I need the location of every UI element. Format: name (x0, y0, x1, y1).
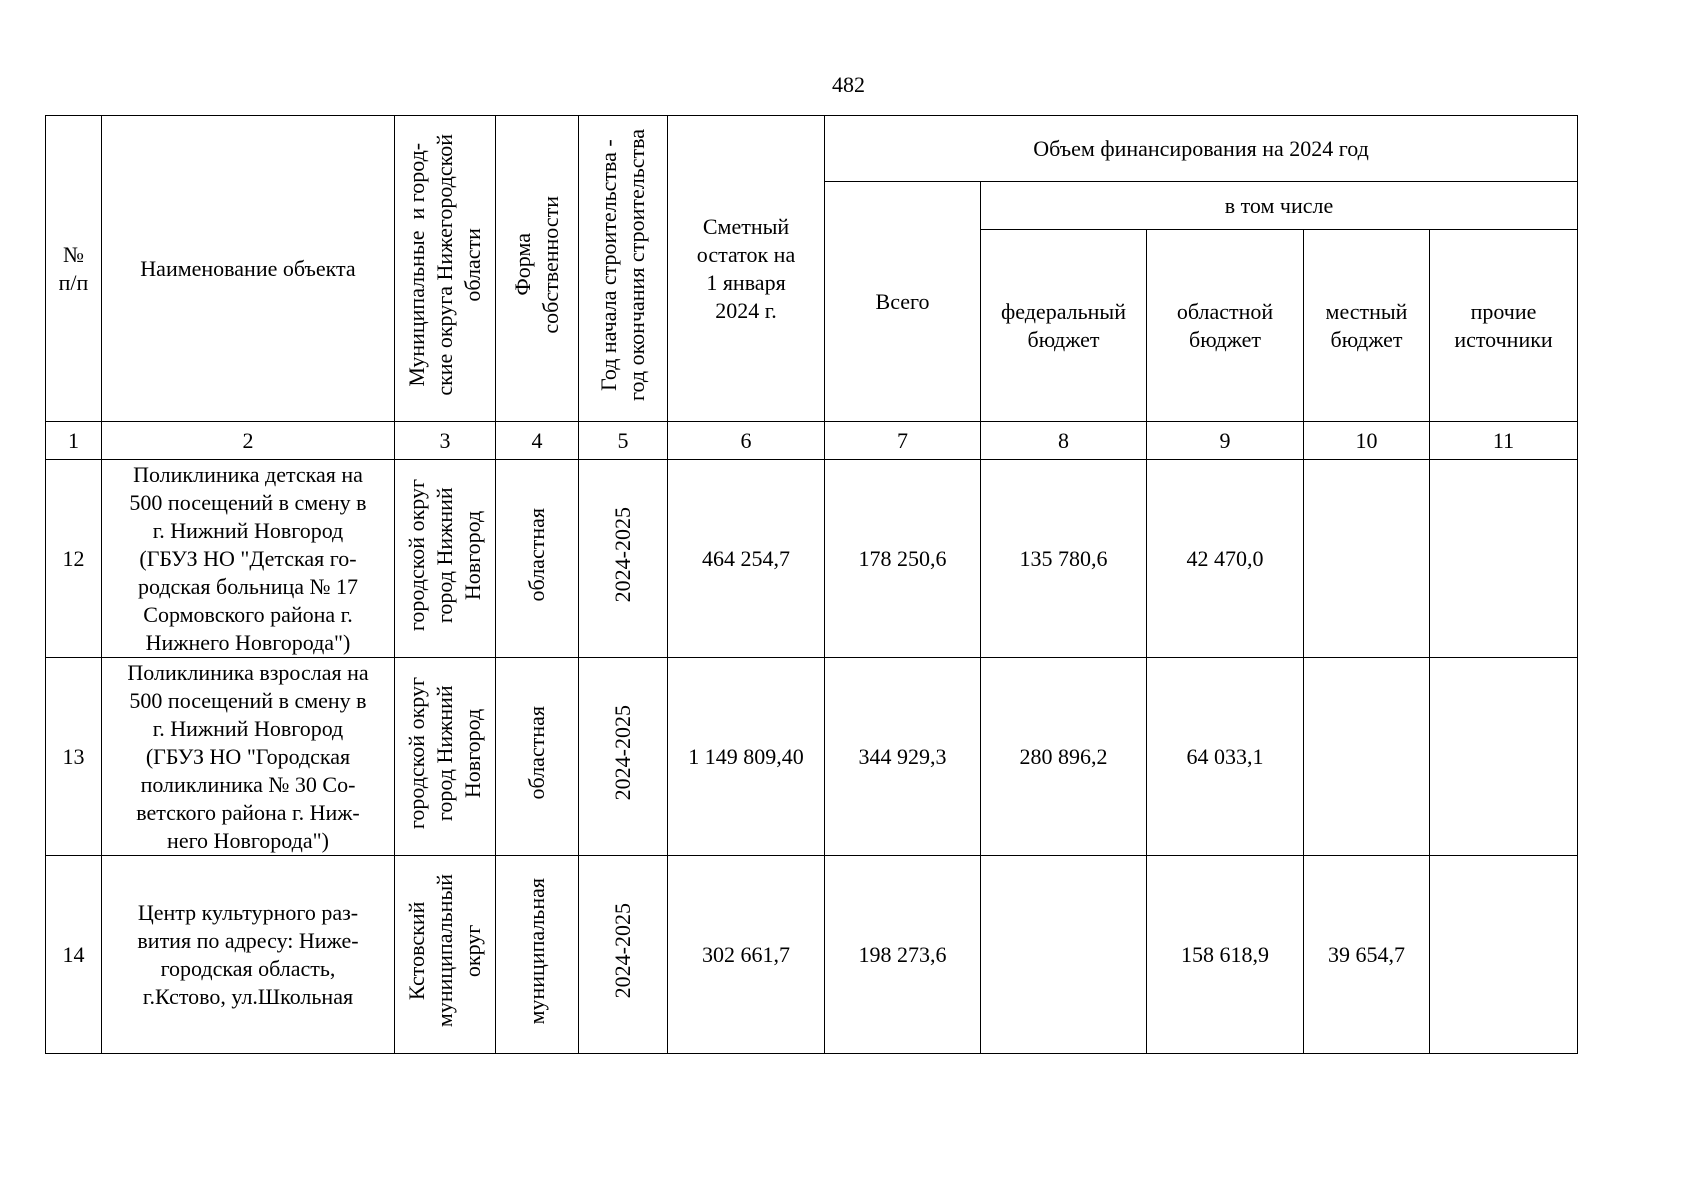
local-cell (1304, 658, 1430, 856)
ownership-cell: областная (496, 460, 579, 658)
balance-cell: 1 149 809,40 (668, 658, 825, 856)
header-ownership: Форма собственности (496, 116, 579, 422)
ownership-cell: муниципальная (496, 856, 579, 1054)
total-cell: 198 273,6 (825, 856, 981, 1054)
other-cell (1430, 856, 1578, 1054)
municipality-cell: Кстовский муниципальный округ (395, 856, 496, 1054)
balance-cell: 464 254,7 (668, 460, 825, 658)
header-including: в том числе (981, 182, 1578, 230)
local-cell (1304, 460, 1430, 658)
municipality-cell: городской округ город Нижний Новгород (395, 460, 496, 658)
regional-cell: 42 470,0 (1147, 460, 1304, 658)
table-row (46, 460, 1578, 658)
local-cell: 39 654,7 (1304, 856, 1430, 1054)
regional-cell: 158 618,9 (1147, 856, 1304, 1054)
ownership-cell: областная (496, 658, 579, 856)
header-name: Наименование объекта (102, 116, 395, 422)
header-balance: Сметный остаток на 1 января 2024 г. (668, 116, 825, 422)
row-num: 14 (46, 856, 102, 1054)
header-regional: областной бюджет (1147, 230, 1304, 422)
column-number: 7 (825, 422, 981, 460)
column-number: 2 (102, 422, 395, 460)
object-name: Центр культурного раз- вития по адресу: Ниже- городская область, г.Кстово, ул.Школьная (102, 856, 395, 1054)
balance-cell: 302 661,7 (668, 856, 825, 1054)
column-number: 11 (1430, 422, 1578, 460)
column-number: 9 (1147, 422, 1304, 460)
table-row (46, 856, 1578, 1054)
column-number: 8 (981, 422, 1147, 460)
header-num: № п/п (46, 116, 102, 422)
total-cell: 344 929,3 (825, 658, 981, 856)
header-years: Год начала строительства - год окончания строительства (579, 116, 668, 422)
years-cell: 2024-2025 (579, 856, 668, 1054)
total-cell: 178 250,6 (825, 460, 981, 658)
column-number: 10 (1304, 422, 1430, 460)
row-num: 12 (46, 460, 102, 658)
other-cell (1430, 658, 1578, 856)
header-other: прочие источники (1430, 230, 1578, 422)
table-row (46, 658, 1578, 856)
financing-table (45, 115, 1578, 1054)
object-name: Поликлиника взрослая на 500 посещений в смену в г. Нижний Новгород (ГБУЗ НО "Городская поликлиника № 30 Со- ветского района г. Ниж- него Новгорода") (102, 658, 395, 856)
object-name: Поликлиника детская на 500 посещений в смену в г. Нижний Новгород (ГБУЗ НО "Детская го- родская больница № 17 Сормовского района г. Нижнего Новгорода") (102, 460, 395, 658)
other-cell (1430, 460, 1578, 658)
header-funding: Объем финансирования на 2024 год (825, 116, 1578, 182)
column-number: 3 (395, 422, 496, 460)
header-municipality: Муниципальные и город- ские округа Нижегородской области (395, 116, 496, 422)
federal-cell (981, 856, 1147, 1054)
column-number: 4 (496, 422, 579, 460)
header-total: Всего (825, 182, 981, 422)
column-number: 1 (46, 422, 102, 460)
header-local: местный бюджет (1304, 230, 1430, 422)
years-cell: 2024-2025 (579, 658, 668, 856)
column-number: 5 (579, 422, 668, 460)
federal-cell: 135 780,6 (981, 460, 1147, 658)
row-num: 13 (46, 658, 102, 856)
municipality-cell: городской округ город Нижний Новгород (395, 658, 496, 856)
page-number: 482 (832, 72, 865, 97)
years-cell: 2024-2025 (579, 460, 668, 658)
federal-cell: 280 896,2 (981, 658, 1147, 856)
header-federal: федеральный бюджет (981, 230, 1147, 422)
column-number-row (46, 422, 1578, 460)
regional-cell: 64 033,1 (1147, 658, 1304, 856)
column-number: 6 (668, 422, 825, 460)
